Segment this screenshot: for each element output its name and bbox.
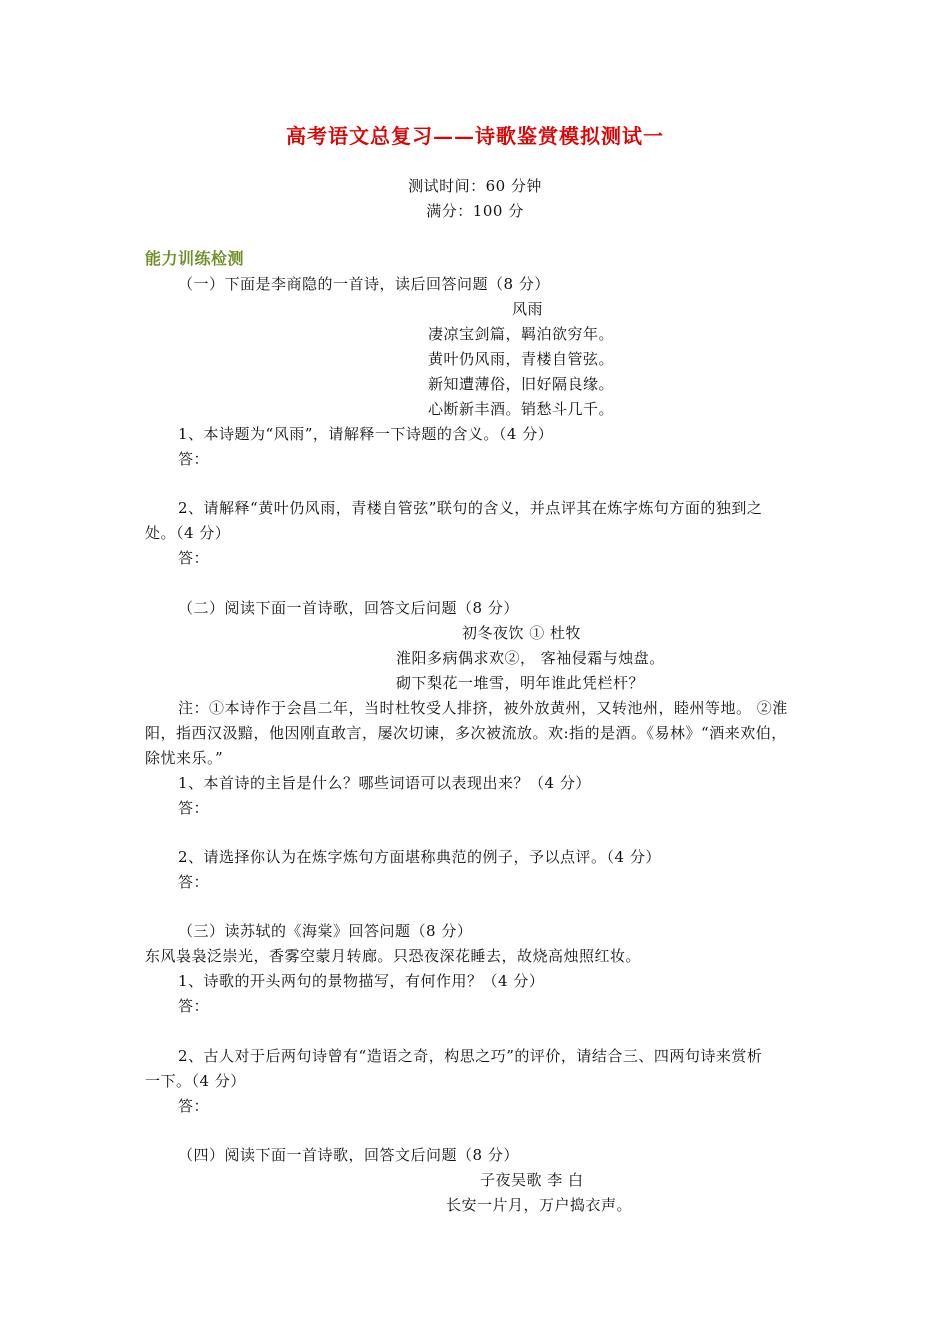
part3-question-1: 1、诗歌的开头两句的景物描写，有何作用？（4 分） (178, 972, 545, 990)
part1-poem-line: 黄叶仍风雨，青楼自管弦。 (428, 350, 615, 368)
part1-question-2: 2、请解释“黄叶仍风雨，青楼自管弦”联句的含义，并点评其在炼字炼句方面的独到之 (178, 499, 763, 517)
part2-note-cont: 除忧来乐。” (145, 749, 224, 767)
part2-question-1: 1、本首诗的主旨是什么？哪些词语可以表现出来？（4 分） (178, 774, 591, 792)
full-score: 满分：100 分 (426, 202, 524, 220)
part2-answer-2: 答： (178, 873, 210, 891)
part2-poem-line: 砌下梨花一堆雪，明年谁此凭栏杆？ (396, 674, 645, 692)
part3-question-2-cont: 一下。（4 分） (145, 1072, 246, 1090)
part3-answer-1: 答： (178, 997, 210, 1015)
part1-answer-2: 答： (178, 549, 210, 567)
part2-question-2: 2、请选择你认为在炼字炼句方面堪称典范的例子，予以点评。（4 分） (178, 848, 661, 866)
section-heading: 能力训练检测 (145, 249, 245, 268)
part1-poem-title: 风雨 (512, 300, 544, 318)
part1-intro: （一）下面是李商隐的一首诗，读后回答问题（8 分） (178, 275, 550, 293)
page-title: 高考语文总复习——诗歌鉴赏模拟测试一 (286, 124, 664, 148)
part2-intro: （二）阅读下面一首诗歌，回答文后问题（8 分） (178, 599, 519, 617)
test-time: 测试时间：60 分钟 (408, 177, 542, 195)
part1-poem-line: 心断新丰酒。销愁斗几千。 (428, 400, 615, 418)
part1-question-2-cont: 处。（4 分） (145, 524, 231, 542)
part1-poem-line: 新知遭薄俗，旧好隔良缘。 (428, 375, 615, 393)
part1-answer-1: 答： (178, 450, 210, 468)
part2-answer-1: 答： (178, 799, 210, 817)
part4-poem-line: 长安一片月，万户捣衣声。 (446, 1196, 633, 1214)
part2-poem-line: 淮阳多病偶求欢②， 客袖侵霜与烛盘。 (396, 649, 665, 667)
part2-note: 注：①本诗作于会昌二年，当时杜牧受人排挤，被外放黄州，又转池州，睦州等地。 ②淮 (178, 699, 788, 717)
part3-question-2: 2、古人对于后两句诗曾有“造语之奇，构思之巧”的评价，请结合三、四两句诗来赏析 (178, 1047, 763, 1065)
part2-poem-title: 初冬夜饮 ① 杜牧 (462, 624, 582, 642)
part1-question-1: 1、本诗题为“风雨”，请解释一下诗题的含义。（4 分） (178, 425, 554, 443)
part4-intro: （四）阅读下面一首诗歌，回答文后问题（8 分） (178, 1146, 519, 1164)
part3-answer-2: 答： (178, 1097, 210, 1115)
part3-poem: 东风袅袅泛崇光，香雾空蒙月转廊。只恐夜深花睡去，故烧高烛照红妆。 (145, 947, 642, 965)
part4-poem-title: 子夜吴歌 李 白 (480, 1171, 584, 1189)
part2-note-cont: 阳，指西汉汲黯，他因刚直敢言，屡次切谏，多次被流放。欢:指的是酒。《易林》“酒来欢伯， (145, 724, 787, 742)
part1-poem-line: 凄凉宝剑篇，羁泊欲穷年。 (428, 325, 615, 343)
part3-intro: （三）读苏轼的《海棠》回答问题（8 分） (178, 922, 473, 940)
